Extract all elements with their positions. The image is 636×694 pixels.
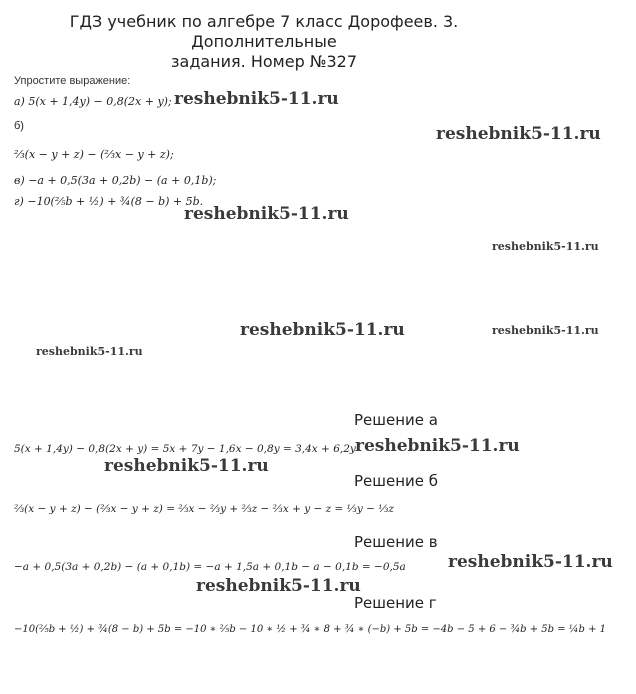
watermark: reshebnik5-11.ru: [174, 89, 339, 109]
solution-a-heading: Решение а: [354, 411, 438, 429]
page-title-line-1: ГДЗ учебник по алгебре 7 класс Дорофеев. 3. Дополнительные: [69, 12, 459, 51]
solution-g: −10(⅖b + ½) + ¾(8 − b) + 5b = −10 ∗ ⅖b − 10 ∗ ½ + ¾ ∗ 8 + ¾ ∗ (−b) + 5b = −4b − 5 + 6 − ¾b + 5b = ¼b + 1: [14, 624, 607, 635]
watermark: reshebnik5-11.ru: [492, 240, 599, 253]
watermark: reshebnik5-11.ru: [492, 324, 599, 337]
task-a: а) 5(x + 1,4y) − 0,8(2x + y);: [14, 95, 172, 108]
solution-g-heading: Решение г: [354, 594, 437, 612]
watermark: reshebnik5-11.ru: [448, 552, 613, 572]
solution-v-heading: Решение в: [354, 533, 438, 551]
task-g: г) −10(⅖b + ½) + ¾(8 − b) + 5b.: [14, 195, 204, 208]
solution-b: ⅔(x − y + z) − (⅔x − y + z) = ⅔x − ⅔y + ⅔z − ⅔x + y − z = ⅓y − ⅓z: [14, 503, 394, 515]
solution-b-heading: Решение б: [354, 472, 439, 490]
page-title: [0, 12, 528, 72]
watermark: reshebnik5-11.ru: [436, 124, 601, 144]
watermark: reshebnik5-11.ru: [104, 456, 269, 476]
solution-v: −a + 0,5(3a + 0,2b) − (a + 0,1b) = −a + 1,5a + 0,1b − a − 0,1b = −0,5a: [14, 561, 406, 573]
watermark: reshebnik5-11.ru: [184, 204, 349, 224]
task-b-label: б): [14, 120, 24, 132]
page-title-line-2: задания. Номер №327: [171, 52, 357, 71]
watermark: reshebnik5-11.ru: [36, 345, 143, 358]
watermark: reshebnik5-11.ru: [355, 436, 520, 456]
solution-a: 5(x + 1,4y) − 0,8(2x + y) = 5x + 7y − 1,6x − 0,8y = 3,4x + 6,2y: [14, 443, 356, 455]
task-v: в) −a + 0,5(3a + 0,2b) − (a + 0,1b);: [14, 174, 217, 187]
watermark: reshebnik5-11.ru: [196, 576, 361, 596]
task-intro: Упростите выражение:: [14, 75, 131, 87]
watermark: reshebnik5-11.ru: [240, 320, 405, 340]
task-b: ⅔(x − y + z) − (⅔x − y + z);: [14, 148, 174, 161]
